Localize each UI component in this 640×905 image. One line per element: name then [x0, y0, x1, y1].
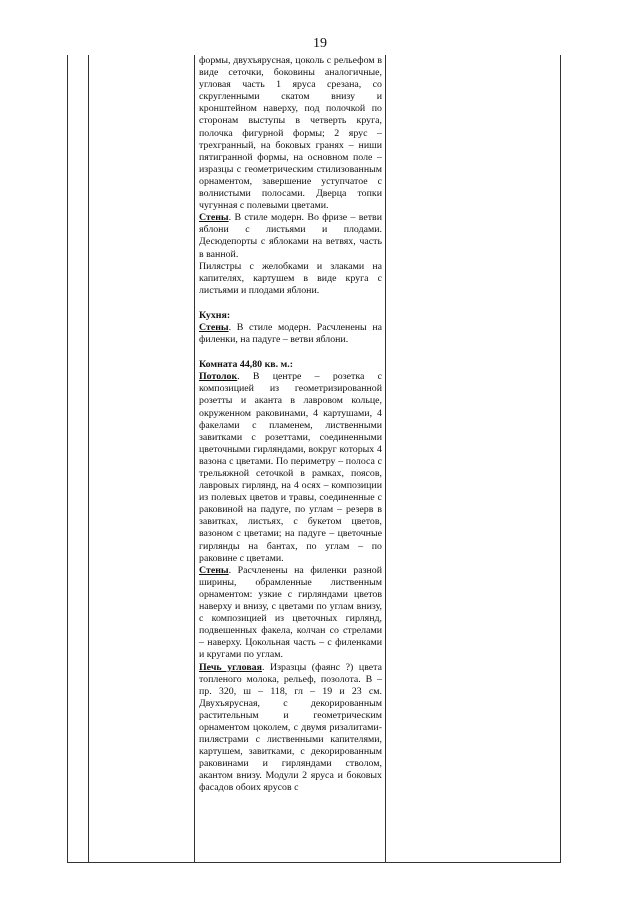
description-cell — [199, 55, 382, 795]
walls-text: . В стиле модерн. Расчленены на филенки, на падуге – ветви яблони. — [199, 321, 382, 346]
walls-text: . Расчленены на филенки разной ширины, обрамленные лиственным орнаментом: узкие с гирляндами цветов наверху и внизу, с цветами по углам внизу, с композицией из цветочных гирлянд, подвешенных факела, колчан со стрелами – наверху. Цокольная часть – с филенками и кругами по углам. — [199, 564, 382, 661]
ceiling-text: . В центре – розетка с композицией из геометризированной розетты и аканта в лавровом кольце, окруженном раковинами, 4 картушами, 4 факелами с пламенем, лиственными завитками с розеттами, соединенными цветочными гирляндами, вокруг которых 4 вазона с цветами. По периметру – полоса с трельяжной сеточкой в рамках, поясов, лавровых гирлянд, на 4 осях – композиции из полевых цветов и травы, соединенные с раковиной на падуге, по углам – резерв в завитках, листьях, с букетом цветов, вазоном с цветами; на падуге – цветочные гирлянды на бантах, по углам – по раковине с цветами. — [199, 371, 382, 564]
stove-label: Печь угловая — [199, 661, 262, 673]
kitchen-heading: Кухня: — [199, 309, 231, 321]
page-number: 19 — [313, 36, 327, 51]
walls-label: Стены — [199, 321, 229, 333]
table-bottom-border — [67, 862, 560, 863]
walls-paragraph-2 — [199, 322, 382, 346]
table-border-right — [560, 55, 561, 863]
walls-paragraph-3 — [199, 565, 382, 662]
pilasters-paragraph: Пилястры с желобками и злаками на капителях, картушем в виде круга с листьями и плодами яблони. — [199, 260, 382, 296]
table-column-divider-2 — [194, 55, 195, 863]
stove-continuation-text: формы, двухъярусная, цоколь с рельефом в виде сеточки, боковины аналогичные, угловая часть 1 яруса срезана, со скругленными скатом внизу и кронштейном наверху, под полочкой по сторонам выступы в четверть круга, полочка фигурной формы; 2 ярус – трехгранный, на боковых гранях – ниши пятигранной формы, на основном поле – изразцы с геометрическим стилизованным орнаментом, завершение уступчатое с волнистыми полосами. Дверца топки чугунная с полевыми цветами. — [199, 55, 382, 212]
stove-text: . Изразцы (фаянс ?) цвета топленого молока, рельеф, позолота. В – пр. 320, ш – 118, гл – 19 и 23 см. Двухъярусная, с декорированным растительным и геометрическим орнаментом цоколем, с двумя ризалитами-пилястрами с лиственными капителями, картушем, завитками, с декорированным раковинами и гирляндами стволом, акантом внизу. Модули 2 яруса и боковых фасадов обоих ярусов с — [199, 661, 383, 794]
ceiling-label: Потолок — [199, 371, 238, 383]
walls-text: . В стиле модерн. Во фризе – ветви яблони с листьями и плодами. Десюдепорты с яблоками на ветвях, часть в ванной. — [199, 212, 382, 260]
table-column-divider-1 — [88, 55, 89, 863]
ceiling-paragraph — [199, 371, 382, 565]
walls-label: Стены — [199, 564, 229, 576]
stove-paragraph — [199, 662, 382, 795]
table-column-divider-3 — [385, 55, 386, 863]
table-border-left — [67, 55, 68, 863]
room-heading: Комната 44,80 кв. м.: — [199, 359, 294, 371]
walls-paragraph-1 — [199, 212, 382, 260]
walls-label: Стены — [199, 212, 229, 224]
